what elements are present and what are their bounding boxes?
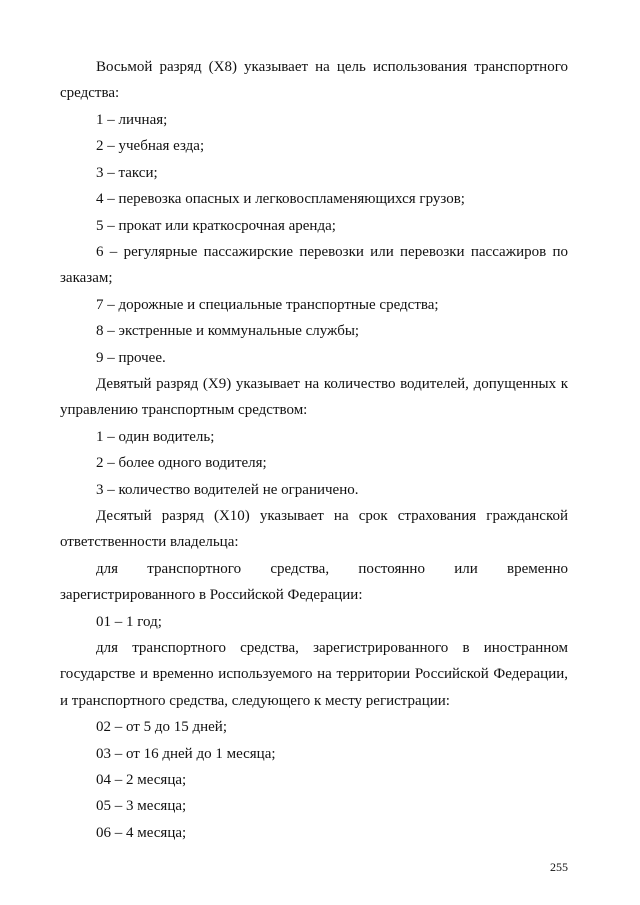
list-item: 06 – 4 месяца; <box>96 825 187 841</box>
list-item: 2 – учебная езда; <box>96 138 205 154</box>
paragraph-foreign-line-1: для транспортного средства, зарегистрированного в иностранном <box>96 640 568 656</box>
list-item: 7 – дорожные и специальные транспортные средства; <box>96 297 439 313</box>
list-item: 9 – прочее. <box>96 350 166 366</box>
list-item: 5 – прокат или краткосрочная аренда; <box>96 218 336 234</box>
paragraph-x9-line-1: Девятый разряд (X9) указывает на количество водителей, допущенных к <box>96 376 568 392</box>
list-item: 02 – от 5 до 15 дней; <box>96 719 228 735</box>
list-item: 1 – личная; <box>96 112 168 128</box>
list-item: 6 – регулярные пассажирские перевозки или перевозки пассажиров по <box>96 244 568 260</box>
paragraph-foreign-line-3: и транспортного средства, следующего к месту регистрации: <box>60 693 450 709</box>
paragraph-x10-line-2: ответственности владельца: <box>60 534 239 550</box>
page-number: 255 <box>550 860 568 874</box>
list-item: 01 – 1 год; <box>96 614 162 630</box>
list-item: 1 – один водитель; <box>96 429 215 445</box>
list-item: 4 – перевозка опасных и легковоспламеняющихся грузов; <box>96 191 465 207</box>
list-item: 3 – количество водителей не ограничено. <box>96 482 359 498</box>
paragraph-registered-line-2: зарегистрированного в Российской Федерации: <box>60 587 363 603</box>
list-item: 04 – 2 месяца; <box>96 772 187 788</box>
paragraph-x10-line-1: Десятый разряд (X10) указывает на срок страхования гражданской <box>96 508 568 524</box>
list-item: 8 – экстренные и коммунальные службы; <box>96 323 360 339</box>
list-item-continuation: заказам; <box>60 270 113 286</box>
paragraph-foreign-line-2: государстве и временно используемого на территории Российской Федерации, <box>60 666 568 682</box>
paragraph-x8-line-1: Восьмой разряд (X8) указывает на цель использования транспортного <box>96 59 568 75</box>
list-item: 03 – от 16 дней до 1 месяца; <box>96 746 276 762</box>
paragraph-x9-line-2: управлению транспортным средством: <box>60 402 308 418</box>
list-item: 05 – 3 месяца; <box>96 798 187 814</box>
list-item: 2 – более одного водителя; <box>96 455 267 471</box>
list-item: 3 – такси; <box>96 165 158 181</box>
paragraph-registered-line-1: для транспортного средства, постоянно или временно <box>96 561 568 577</box>
paragraph-x8-line-2: средства: <box>60 85 120 101</box>
